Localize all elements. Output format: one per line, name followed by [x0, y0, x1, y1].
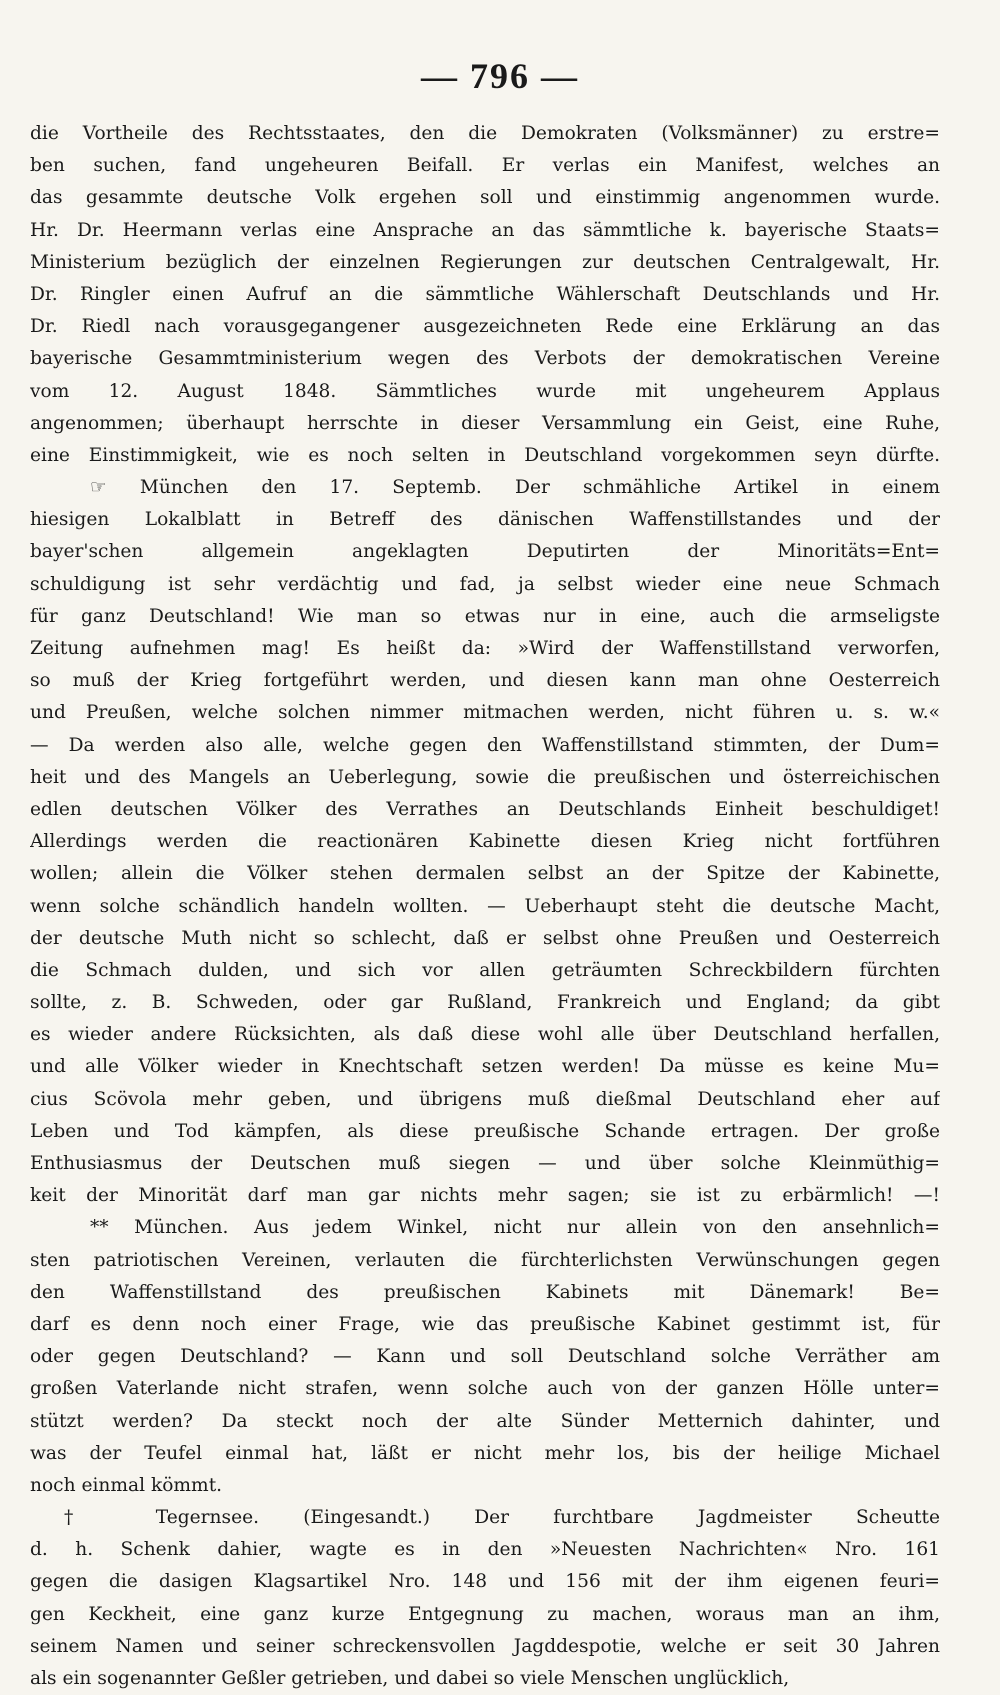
- text-line: oder gegen Deutschland? — Kann und soll Deutschland solche Verräther am: [30, 1346, 940, 1368]
- text-line: Dr. Riedl nach vorausgegangener ausgezeichneten Rede eine Erklärung an das: [30, 316, 940, 338]
- text-line: Enthusiasmus der Deutschen muß siegen — und über solche Kleinmüthig=: [30, 1153, 940, 1174]
- text-line: Allerdings werden die reactionären Kabinette diesen Krieg nicht fortführen: [30, 831, 940, 853]
- text-line: gen Keckheit, eine ganz kurze Entgegnung zu machen, woraus man an ihm,: [30, 1603, 940, 1625]
- text-line: die Schmach dulden, und sich vor allen geträumten Schreckbildern fürchten: [30, 959, 940, 981]
- text-line: großen Vaterlande nicht strafen, wenn solche auch von der ganzen Hölle unter=: [30, 1378, 940, 1400]
- text-line: angenommen; überhaupt herrschte in dieser Versammlung ein Geist, eine Ruhe,: [30, 412, 940, 434]
- text-line: schuldigung ist sehr verdächtig und fad, ja selbst wieder eine neue Schmach: [30, 573, 940, 595]
- text-line: sten patriotischen Vereinen, verlauten die fürchterlichsten Verwünschungen gegen: [30, 1249, 940, 1271]
- text-line: und alle Völker wieder in Knechtschaft setzen werden! Da müsse es keine Mu=: [30, 1056, 940, 1078]
- text-line: darf es denn noch einer Frage, wie das preußische Kabinet gestimmt ist, für: [30, 1313, 940, 1335]
- text-line: Dr. Ringler einen Aufruf an die sämmtliche Wählerschaft Deutschlands und Hr.: [30, 283, 940, 305]
- text-line: und Preußen, welche solchen nimmer mitmachen werden, nicht führen u. s. w.«: [30, 702, 940, 724]
- text-line: die Vortheile des Rechtsstaates, den die Demokraten (Volksmänner) zu erstre=: [30, 123, 940, 144]
- text-line: gegen die dasigen Klagsartikel Nro. 148 und 156 mit der ihm eigenen feuri=: [30, 1571, 940, 1593]
- text-line: was der Teufel einmal hat, läßt er nicht mehr los, bis der heilige Michael: [30, 1442, 940, 1464]
- text-line: vom 12. August 1848. Sämmtliches wurde mit ungeheurem Applaus: [30, 380, 940, 402]
- text-line: sollte, z. B. Schweden, oder gar Rußland, Frankreich und England; da gibt: [30, 992, 940, 1014]
- text-line: den Waffenstillstand des preußischen Kabinets mit Dänemark! Be=: [30, 1281, 940, 1303]
- text-line: † Tegernsee. (Eingesandt.) Der furchtbare Jagdmeister Scheutte: [64, 1507, 940, 1529]
- text-line: hiesigen Lokalblatt in Betreff des dänischen Waffenstillstandes und der: [30, 509, 940, 531]
- text-line: d. h. Schenk dahier, wagte es in den »Neuesten Nachrichten« Nro. 161: [30, 1539, 940, 1561]
- text-line: ben suchen, fand ungeheuren Beifall. Er verlas ein Manifest, welches an: [30, 155, 940, 177]
- text-line: Hr. Dr. Heermann verlas eine Ansprache an das sämmtliche k. bayerische Staats=: [30, 219, 940, 241]
- text-line: heit und des Mangels an Ueberlegung, sowie die preußischen und österreichischen: [30, 766, 940, 788]
- text-line: stützt werden? Da steckt noch der alte Sünder Metternich dahinter, und: [30, 1410, 940, 1432]
- text-line: als ein sogenannter Geßler getrieben, und dabei so viele Menschen unglücklich,: [30, 1668, 790, 1689]
- text-line: so muß der Krieg fortgeführt werden, und diesen kann man ohne Oesterreich: [30, 670, 940, 692]
- text-line: der deutsche Muth nicht so schlecht, daß er selbst ohne Preußen und Oesterreich: [30, 927, 940, 949]
- text-line: wenn solche schändlich handeln wollten. — Ueberhaupt steht die deutsche Macht,: [30, 895, 940, 917]
- text-line: wollen; allein die Völker stehen dermalen selbst an der Spitze der Kabinette,: [30, 863, 940, 885]
- text-line: ☞ München den 17. Septemb. Der schmähliche Artikel in einem: [90, 477, 940, 499]
- text-line: es wieder andere Rücksichten, als daß diese wohl alle über Deutschland herfallen,: [30, 1024, 940, 1046]
- text-line: — Da werden also alle, welche gegen den Waffenstillstand stimmten, der Dum=: [30, 734, 940, 756]
- text-line: cius Scövola mehr geben, und übrigens muß dießmal Deutschland eher auf: [30, 1088, 940, 1110]
- text-line: edlen deutschen Völker des Verrathes an Deutschlands Einheit beschuldiget!: [30, 798, 940, 820]
- article-text: [30, 118, 940, 1695]
- text-line: ** München. Aus jedem Winkel, nicht nur allein von den ansehnlich=: [90, 1217, 940, 1239]
- text-line: seinem Namen und seiner schreckensvollen Jagddespotie, welche er seit 30 Jahren: [30, 1635, 940, 1657]
- text-line: keit der Minorität darf man gar nichts mehr sagen; sie ist zu erbärmlich! —!: [30, 1185, 940, 1207]
- text-line: Leben und Tod kämpfen, als diese preußische Schande ertragen. Der große: [30, 1120, 940, 1142]
- text-line: eine Einstimmigkeit, wie es noch selten in Deutschland vorgekommen seyn dürfte.: [30, 444, 940, 466]
- text-line: Zeitung aufnehmen mag! Es heißt da: »Wird der Waffenstillstand verworfen,: [30, 638, 940, 659]
- text-line: das gesammte deutsche Volk ergehen soll und einstimmig angenommen wurde.: [30, 187, 940, 209]
- text-line: bayerische Gesammtministerium wegen des Verbots der demokratischen Vereine: [30, 348, 940, 370]
- text-line: bayer'schen allgemein angeklagten Deputirten der Minoritäts=Ent=: [30, 541, 940, 563]
- page-number: — 796 —: [421, 56, 579, 96]
- text-line: Ministerium bezüglich der einzelnen Regierungen zur deutschen Centralgewalt, Hr.: [30, 251, 940, 273]
- text-line: noch einmal kömmt.: [30, 1474, 223, 1496]
- text-line: für ganz Deutschland! Wie man so etwas nur in eine, auch die armseligste: [30, 605, 940, 627]
